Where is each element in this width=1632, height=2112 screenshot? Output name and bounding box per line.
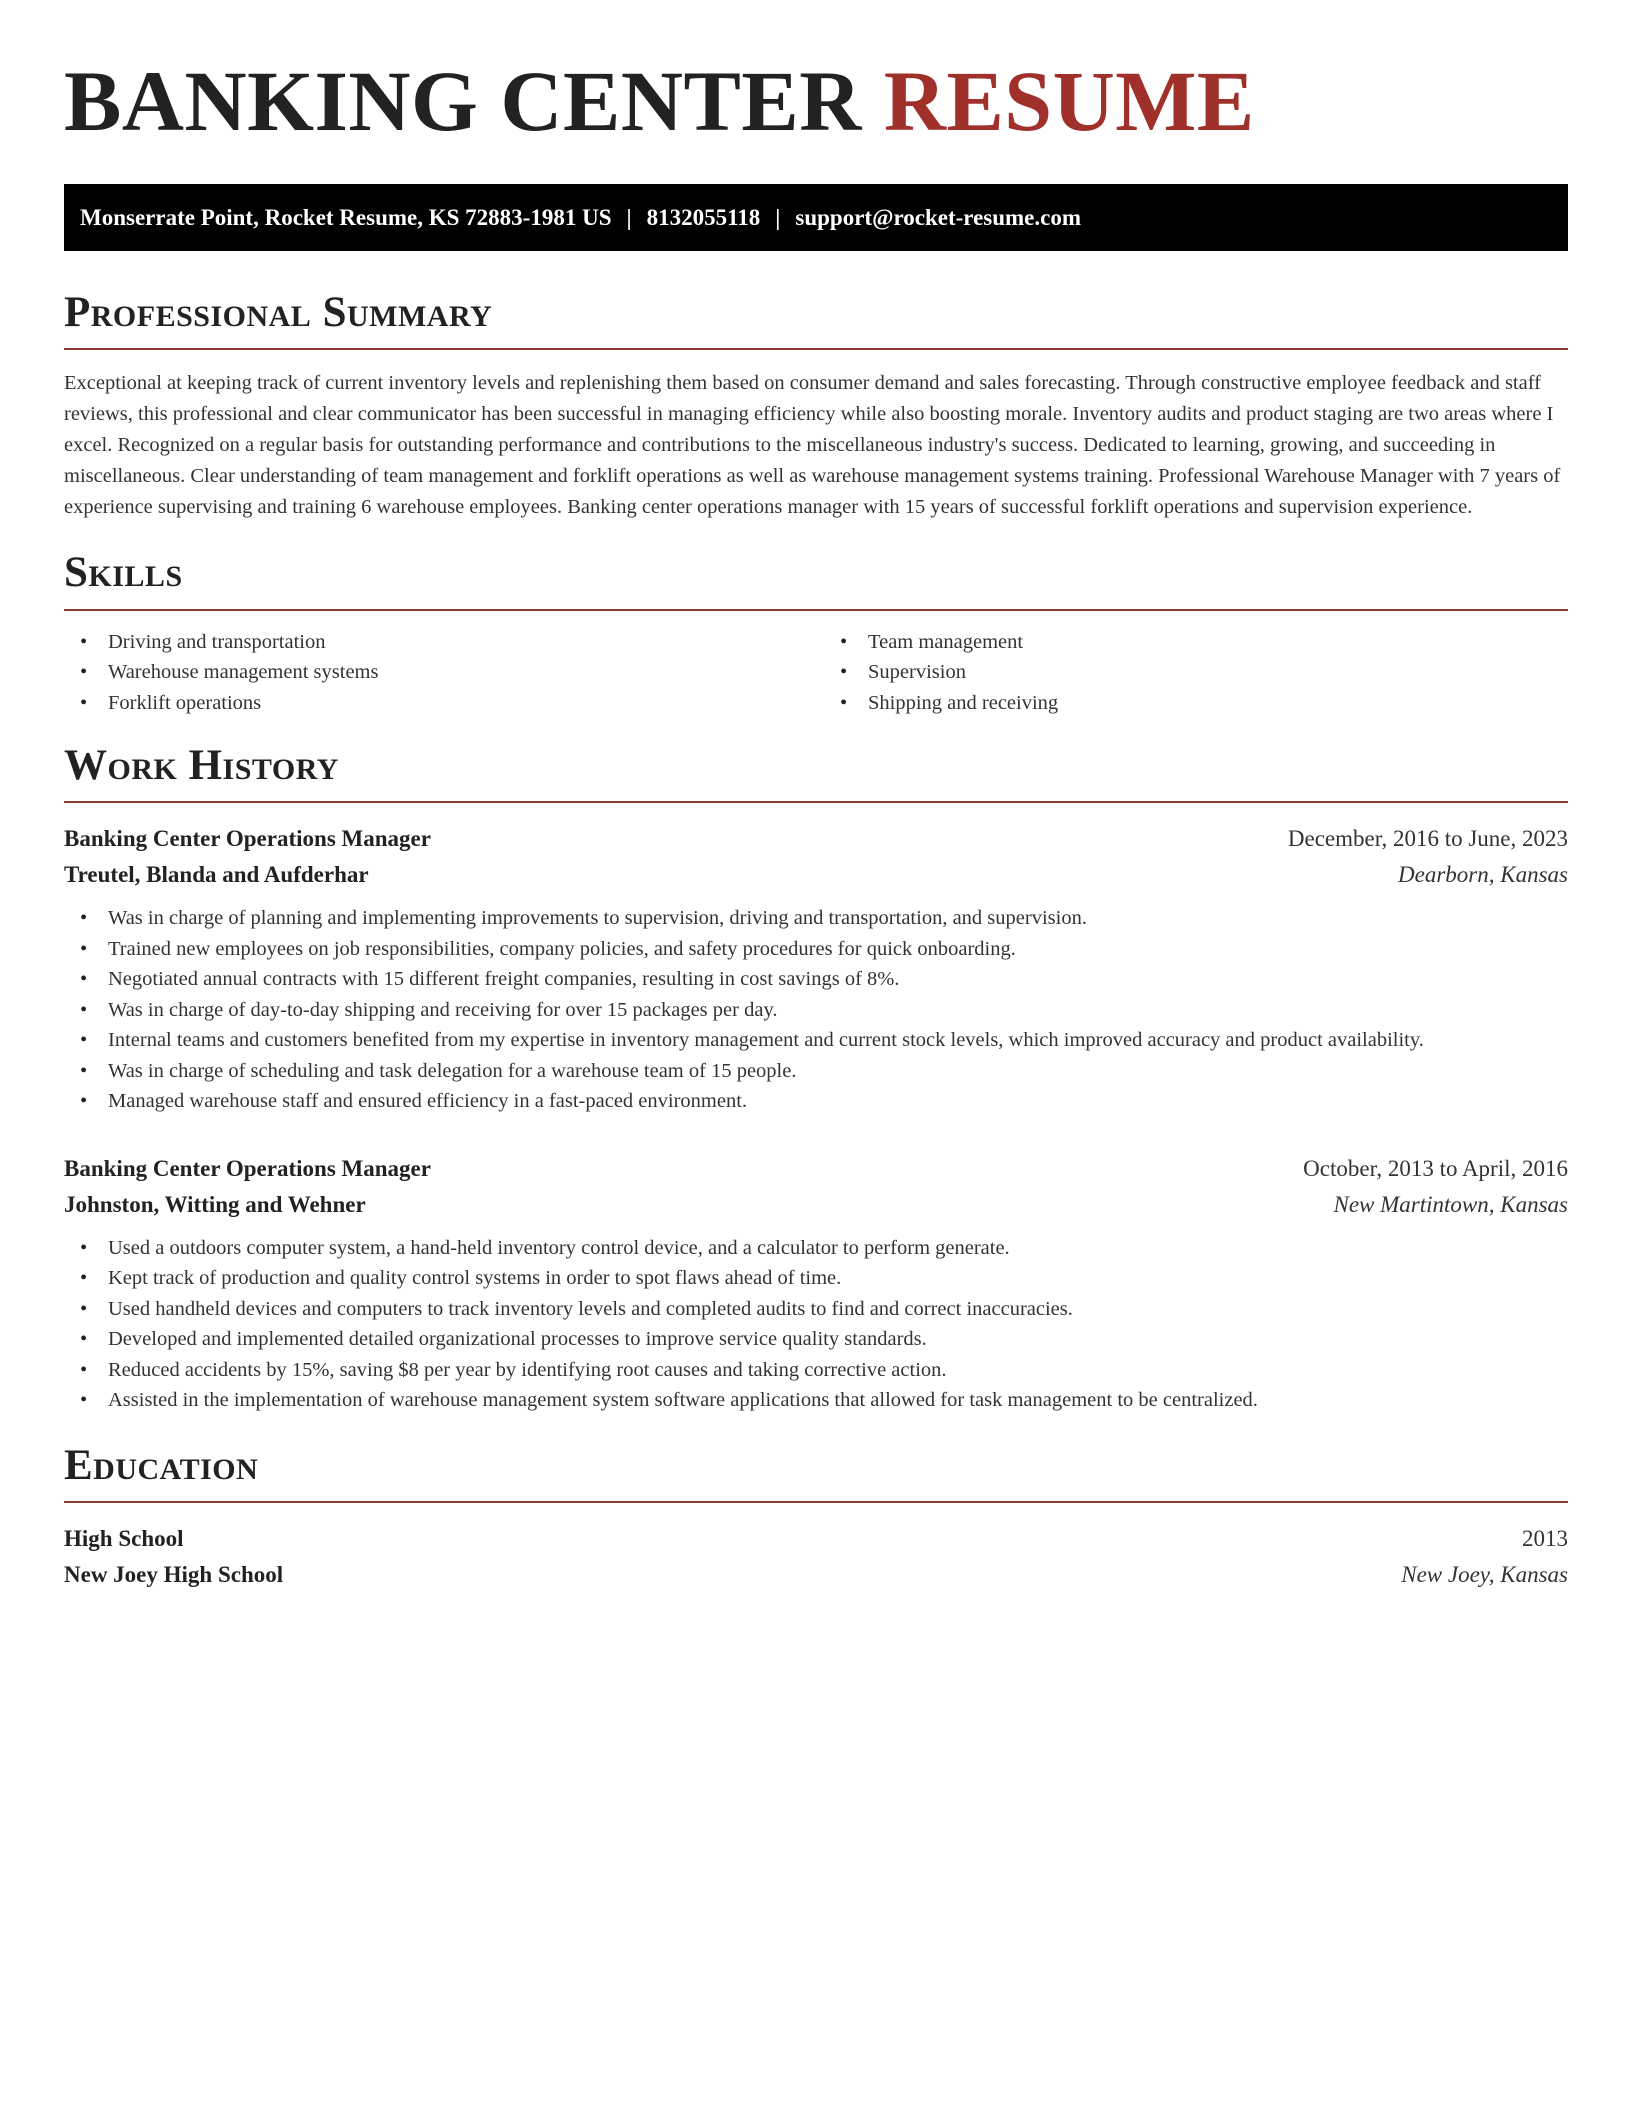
job-dates: October, 2013 to April, 2016 xyxy=(1303,1155,1568,1181)
job-entry xyxy=(64,1151,1568,1416)
job-entry xyxy=(64,821,1568,1117)
contact-phone[interactable]: 8132055118 xyxy=(646,204,761,230)
education-year: 2013 xyxy=(1522,1526,1568,1552)
education-section xyxy=(64,1442,1568,1593)
job-dates: December, 2016 to June, 2023 xyxy=(1287,826,1568,852)
job-title: Banking Center Operations Manager xyxy=(64,826,431,852)
job-header-row xyxy=(64,1151,1568,1187)
skills-column-right xyxy=(808,627,1568,719)
job-title: Banking Center Operations Manager xyxy=(64,1155,431,1181)
skill-item: • Forklift operations xyxy=(64,688,808,719)
section-divider xyxy=(64,609,1568,611)
contact-address: Monserrate Point, Rocket Resume, KS 72883-1981 US xyxy=(80,204,612,230)
job-bullet: • Managed warehouse staff and ensured efficiency in a fast-paced environment. xyxy=(64,1086,1568,1117)
job-bullet: • Was in charge of planning and implementing improvements to supervision, driving and transportation, and supervision. xyxy=(64,903,1568,934)
skill-item: • Supervision xyxy=(824,657,1568,688)
contact-separator: | xyxy=(775,204,781,230)
job-company: Treutel, Blanda and Aufderhar xyxy=(64,862,369,888)
job-bullet: • Internal teams and customers benefited from my expertise in inventory management and current stock levels, which improved accuracy and product availability. xyxy=(64,1025,1568,1056)
education-school-row xyxy=(64,1557,1568,1593)
job-bullets xyxy=(64,1233,1568,1416)
job-company-row xyxy=(64,1187,1568,1223)
skill-item: • Shipping and receiving xyxy=(824,688,1568,719)
job-company: Johnston, Witting and Wehner xyxy=(64,1191,366,1217)
job-company-row xyxy=(64,857,1568,893)
title-accent: RESUME xyxy=(883,53,1255,149)
job-location: New Martintown, Kansas xyxy=(1333,1191,1568,1217)
skill-item: • Driving and transportation xyxy=(64,627,808,658)
education-heading: Education xyxy=(64,1441,259,1489)
job-bullet: • Was in charge of scheduling and task delegation for a warehouse team of 15 people. xyxy=(64,1056,1568,1087)
section-divider xyxy=(64,1501,1568,1503)
job-bullet: • Was in charge of day-to-day shipping and receiving for over 15 packages per day. xyxy=(64,995,1568,1026)
job-bullet: • Assisted in the implementation of warehouse management system software applications that allowed for task management to be centralized. xyxy=(64,1385,1568,1416)
job-bullet: • Used a outdoors computer system, a hand-held inventory control device, and a calculator to perform generate. xyxy=(64,1233,1568,1264)
resume-title xyxy=(64,53,1568,149)
skills-list xyxy=(64,627,1568,719)
job-bullet: • Reduced accidents by 15%, saving $8 per year by identifying root causes and taking corrective action. xyxy=(64,1355,1568,1386)
job-bullet: • Negotiated annual contracts with 15 different freight companies, resulting in cost savings of 8%. xyxy=(64,964,1568,995)
skills-section xyxy=(64,549,1568,718)
skill-item: • Team management xyxy=(824,627,1568,658)
contact-bar xyxy=(64,184,1568,251)
job-bullet: • Kept track of production and quality control systems in order to spot flaws ahead of time. xyxy=(64,1263,1568,1294)
summary-section xyxy=(64,289,1568,523)
contact-email[interactable]: support@rocket-resume.com xyxy=(795,204,1082,230)
section-divider xyxy=(64,801,1568,803)
summary-text: Exceptional at keeping track of current inventory levels and replenishing them based on consumer demand and sales forecasting. Through constructive employee feedback and staff reviews, this professional and clear communicator has been successful in managing efficiency while also boosting morale. Inventory audits and product staging are two areas where I excel. Recognized on a regular basis for outstanding performance and contributions to the miscellaneous industry's success. Dedicated to learning, growing, and succeeding in miscellaneous. Clear understanding of team management and forklift operations as well as warehouse management systems training. Professional Warehouse Manager with 7 years of experience supervising and training 6 warehouse employees. Banking center operations manager with 15 years of successful forklift operations and supervision experience. xyxy=(64,372,1561,519)
job-bullets xyxy=(64,903,1568,1117)
contact-separator: | xyxy=(626,204,632,230)
work-history-heading: Work History xyxy=(64,742,339,790)
education-entry xyxy=(64,1521,1568,1593)
education-degree: High School xyxy=(64,1526,184,1552)
job-bullet: • Trained new employees on job responsibilities, company policies, and safety procedures for quick onboarding. xyxy=(64,934,1568,965)
skills-heading: Skills xyxy=(64,549,183,597)
section-divider xyxy=(64,348,1568,350)
skill-item: • Warehouse management systems xyxy=(64,657,808,688)
skills-column-left xyxy=(64,627,808,719)
job-location: Dearborn, Kansas xyxy=(1398,862,1568,888)
job-header-row xyxy=(64,821,1568,857)
summary-heading: Professional Summary xyxy=(64,289,493,336)
education-location: New Joey, Kansas xyxy=(1401,1562,1568,1588)
title-main: BANKING CENTER xyxy=(64,53,862,149)
education-school: New Joey High School xyxy=(64,1562,284,1588)
job-bullet: • Developed and implemented detailed organizational processes to improve service quality standards. xyxy=(64,1324,1568,1355)
job-bullet: • Used handheld devices and computers to track inventory levels and completed audits to find and correct inaccuracies. xyxy=(64,1294,1568,1325)
work-history-section xyxy=(64,742,1568,1416)
education-header-row xyxy=(64,1521,1568,1557)
